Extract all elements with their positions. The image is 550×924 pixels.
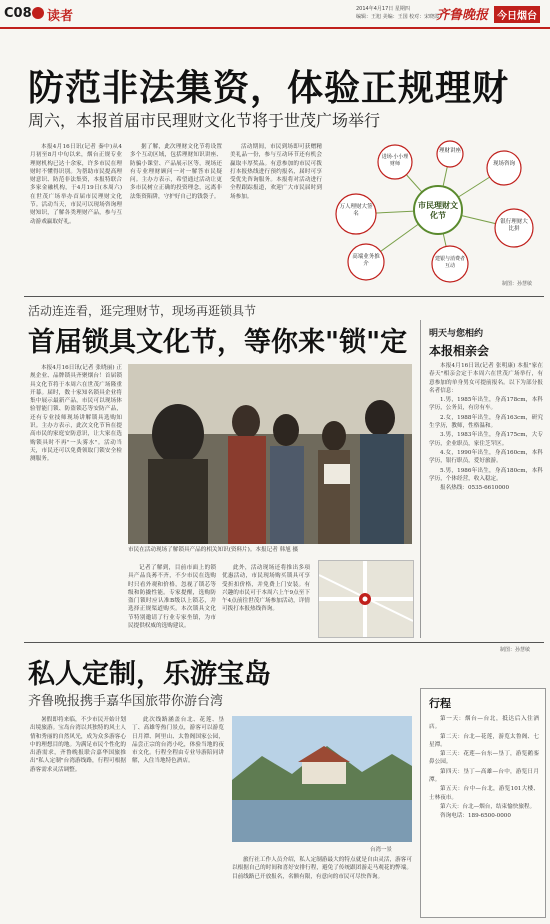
story3-photo-scene [232,716,412,842]
divider-2 [24,642,544,643]
story2-col-left: 本报4月16日讯(记者 张晓丽) 正规企业、品牌锁具齐聚烟台！首届锁具文化节将于本周六在世茂广场隆重开幕。届时，数十家知名锁具企业将集中展示最新产品，市民可以现场体验智能门锁、防盗锁芯等安防产品，还有专业技师现场讲解锁具选购知识。主办方表示，此次文化节旨在提高市民的家庭安防意识，让大家在选购锁具时不再"一头雾水"。活动当天，市民还可以免费领取门锁安全检测服务。 [30,365,122,463]
story2-headline: 首届锁具文化节，等你来"锁"定 [28,327,408,358]
story2-col-mid: 记者了解到，目前市面上的锁具产品良莠不齐，不少市民在选购时只看外观和价格，忽视了锁芯等级和防撬性能。专家提醒，选购防盗门锁时应认准B级以上锁芯，并选择正规渠道购买。本次锁具文化节特别邀请了行业专家坐镇，为市民提供权威的选购建议。 [128,565,216,630]
story1-column-1: 本报4月16日讯(记者 秦中)从4月初至8月中旬以来，烟台正规专业理财机构已达十余家，许多市民在理财时不懂得识别。为帮助市民提高理财意识、防范非法集资，本报特联合多家金融机构，于4月19日(本周六)在世茂广场举办首届市民理财文化节。活动当天，市民可以现场咨询理财知识，了解各类理财产品，参与互动游戏赢取好礼。 [30,144,122,225]
editors-line: 编辑：王旭 美编：王国 校对：宋晓霞 [356,14,440,20]
story1-column-2: 据了解，此次理财文化节将设置多个互动区域，包括理财知识讲座、防骗小课堂、产品展示区等，现场还有专业理财顾问一对一解答市民疑问。主办方表示，希望通过活动让更多市民树立正确的投资理念，远离非法集资陷阱，守护好自己的钱袋子。 [130,144,222,200]
diagram-node-7: 建银与消费者互动 [435,256,466,269]
sidebar-title: 本报相亲会 [429,344,490,358]
story3-credit: 制图：孙慧敏 [500,647,531,653]
story3-col-2: 此次线路涵盖台北、花莲、垦丁、高雄等热门景点，游客可以游览日月潭、阿里山、太鲁阁国家公园，品尝正宗的台湾小吃，体验当地的夜市文化。行程全程由专业导游陪同讲解，入住当地特色酒店。 [132,717,224,765]
story3-col-1: 暑假即将来临，不少市民开始计划出境旅游。宝岛台湾以其独特的风土人情和秀丽的自然风光，成为众多游客心中的理想目的地。为满足市民个性化的出游需求，齐鲁晚报联合嘉华国旅推出"私人定制"台湾游线路，行程可根据游客需求灵活调整。 [30,717,126,773]
story1-headline: 防范非法集资，体验正规理财 [28,67,510,109]
diagram-node-6: 银行理财大比拼 [500,219,528,232]
story1-column-3: 活动期间，市民到场即可获赠精美礼品一份，参与互动环节还有机会赢取丰厚奖品。有意参加的市民可拨打本报热线进行预约报名，届时可享受优先咨询服务。本报将对活动进行全程跟踪报道，欢迎广大市民届时到场参加。 [230,144,322,200]
story3-col-3: 旅行社工作人员介绍，私人定制游最大的特点就是自由灵活，游客可以根据自己的时间和喜好安排行程，避免了传统跟团游走马观花的弊端。目前线路已开放报名，名额有限，有意向的市民可尽快咨询。 [232,857,412,880]
story1-diagram [332,140,544,290]
itinerary-body: 第一天：烟台—台北，抵达后入住酒店。 第二天：台北—花莲，游览太鲁阁、七星潭。 第三天：花莲—台东—垦丁，游览鹅銮鼻公园。 第四天：垦丁—高雄—台中，游览日月潭。 第五天：台中—台北，游览101大楼、士林夜市。 第六天：台北—烟台，结束愉快旅程。 咨询电话：189-6500-0000 [429,716,539,820]
section-badge [32,7,44,19]
story3-photo-caption: 台湾一景 [370,847,393,853]
divider-1 [24,296,544,297]
diagram-node-4: 万人理财大签名 [339,204,373,217]
paper-name: 齐鲁晚报 [436,8,489,23]
story2-map [318,560,414,638]
itinerary-box [420,688,546,918]
sidebar [420,320,547,638]
diagram-node-5: 高端业务推介 [352,254,380,267]
story2-kicker: 活动连连看，逛完理财节，现场再逛锁具节 [28,304,257,318]
sidebar-body: 本报4月16日讯(记者 张明康) 本报"家在春天"相亲会定于本周六在世茂广场举行，有意参加的单身男女可提前报名。以下为部分报名者信息： 1.男，1985年出生，身高178cm，本科学历，公务员，有房有车。 2.女，1988年出生，身高163cm，研究生学历，教师，性格温和。 3.男，1983年出生，身高175cm，大专学历，企业职员，家住芝罘区。 4.女，1990年出生，身高160cm，本科学历，银行职员，爱好旅游。 5.男，1986年出生，身高180cm，本科学历，个体经营，收入稳定。 报名热线：0535-6610000 [429,363,543,492]
masthead-rule [0,27,550,29]
masthead [0,0,550,26]
map-svg [319,561,413,637]
date-line: 2014年4月17日 星期四 [356,6,410,12]
diagram-center-label: 市民理财文化节 [418,200,458,220]
edition-label: 今日烟台 [494,6,540,23]
story2-photo-scene [128,364,412,544]
story2-photo-caption: 市民在活动现场了解锁具产品的相关知识(资料片)。本报记者 韩旭 摄 [128,547,299,553]
sidebar-title-small: 明天与您相约 [429,329,484,339]
story2-col-mid2: 此外，活动现场还将推出多项优惠活动，市民现场购买锁具可享受折扣价格，并免费上门安装。有兴趣的市民可于本周六上午9点至下午4点前往世茂广场参加活动，详情可拨打本报热线咨询。 [222,565,310,613]
diagram-node-3: 现场咨询 [492,161,515,167]
diagram-node-1: 进场·小小理财师 [381,154,409,167]
section-label: 读者 [47,9,74,24]
story3-subhead: 齐鲁晚报携手嘉华国旅带你游台湾 [28,694,224,709]
story2-photo [128,364,412,544]
diagram-credit: 制图：孙慧敏 [502,281,533,287]
diagram-node-2: 理财讲座 [438,148,461,154]
itinerary-title: 行程 [429,697,451,710]
story3-photo [232,716,412,842]
page-code: C08 [4,6,32,21]
story1-subhead: 周六，本报首届市民理财文化节将于世茂广场举行 [28,111,381,130]
story3-headline: 私人定制，乐游宝岛 [28,659,271,690]
